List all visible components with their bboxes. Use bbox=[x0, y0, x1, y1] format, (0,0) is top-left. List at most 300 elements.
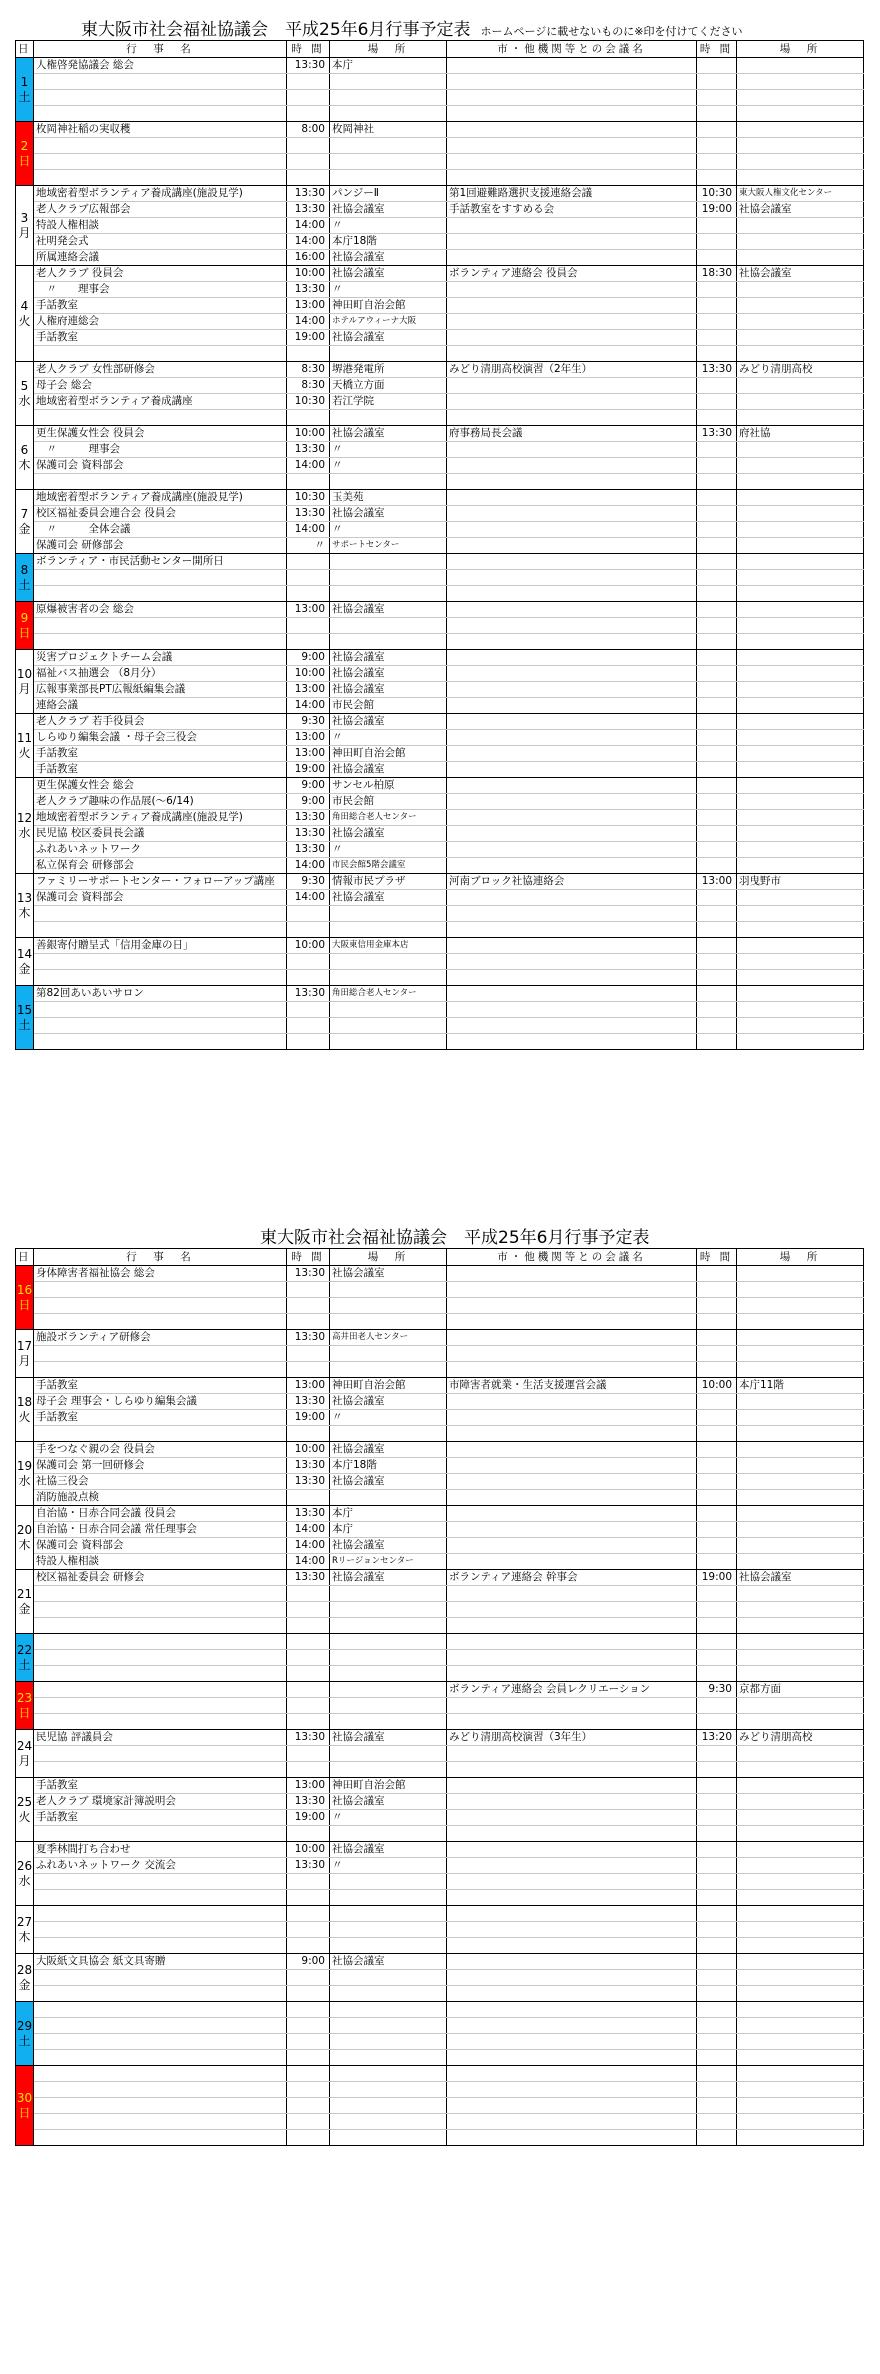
schedule-row bbox=[16, 1874, 864, 1890]
other-event-time bbox=[697, 410, 737, 426]
event-place bbox=[330, 1018, 447, 1034]
other-event-place bbox=[737, 1858, 864, 1874]
event-time bbox=[287, 634, 330, 650]
event-place: 大阪東信用金庫本店 bbox=[330, 938, 447, 954]
event-time bbox=[287, 970, 330, 986]
sheet-title-text: 東大阪市社会福祉協議会 平成25年6月行事予定表 bbox=[260, 1228, 650, 1248]
schedule-row bbox=[16, 1810, 864, 1826]
day-cell: 3 月 bbox=[16, 186, 34, 266]
event-name: 原爆被害者の会 総会 bbox=[34, 602, 287, 618]
other-event-place bbox=[737, 522, 864, 538]
event-name: 老人クラブ 役員会 bbox=[34, 266, 287, 282]
event-name bbox=[34, 1282, 287, 1298]
event-name: 枚岡神社稲の実収穫 bbox=[34, 122, 287, 138]
event-time bbox=[287, 1282, 330, 1298]
other-event-name bbox=[447, 1634, 697, 1650]
other-event-name bbox=[447, 1018, 697, 1034]
other-event-time bbox=[697, 394, 737, 410]
other-event-place bbox=[737, 2066, 864, 2082]
other-event-name bbox=[447, 1282, 697, 1298]
other-event-place bbox=[737, 2034, 864, 2050]
other-event-name bbox=[447, 1922, 697, 1938]
event-place bbox=[330, 1426, 447, 1442]
other-event-time: 18:30 bbox=[697, 266, 737, 282]
other-event-name bbox=[447, 74, 697, 90]
other-event-name: 市障害者就業・生活支援運営会議 bbox=[447, 1378, 697, 1394]
event-place bbox=[330, 1034, 447, 1050]
event-place bbox=[330, 170, 447, 186]
other-event-time bbox=[697, 1842, 737, 1858]
other-event-name bbox=[447, 570, 697, 586]
other-event-place bbox=[737, 346, 864, 362]
event-name bbox=[34, 2002, 287, 2018]
other-event-name bbox=[447, 1698, 697, 1714]
event-time: 10:00 bbox=[287, 938, 330, 954]
event-name: ふれあいネットワーク bbox=[34, 842, 287, 858]
event-place bbox=[330, 2050, 447, 2066]
other-event-place bbox=[737, 890, 864, 906]
schedule-row bbox=[16, 1002, 864, 1018]
other-event-time bbox=[697, 1826, 737, 1842]
schedule-row bbox=[16, 1522, 864, 1538]
other-event-name bbox=[447, 154, 697, 170]
event-place bbox=[330, 1650, 447, 1666]
event-name: 〃 全体会議 bbox=[34, 522, 287, 538]
schedule-row bbox=[16, 522, 864, 538]
other-event-name bbox=[447, 2082, 697, 2098]
event-place: 社協会議室 bbox=[330, 1954, 447, 1970]
event-place: 本庁 bbox=[330, 58, 447, 74]
other-event-time bbox=[697, 1778, 737, 1794]
schedule-row bbox=[16, 2034, 864, 2050]
other-event-name bbox=[447, 538, 697, 554]
schedule-row bbox=[16, 394, 864, 410]
event-time: 9:30 bbox=[287, 714, 330, 730]
event-name bbox=[34, 1922, 287, 1938]
other-event-name bbox=[447, 330, 697, 346]
day-cell: 6 木 bbox=[16, 426, 34, 490]
other-event-place bbox=[737, 106, 864, 122]
other-event-time: 13:30 bbox=[697, 426, 737, 442]
event-name: 〃 理事会 bbox=[34, 282, 287, 298]
event-time: 14:00 bbox=[287, 698, 330, 714]
other-event-time: 10:30 bbox=[697, 186, 737, 202]
event-name: ファミリーサポートセンター・フォローアップ講座 bbox=[34, 874, 287, 890]
schedule-row bbox=[16, 794, 864, 810]
event-place: 社協会議室 bbox=[330, 1474, 447, 1490]
event-name bbox=[34, 106, 287, 122]
event-name: 身体障害者福祉協会 総会 bbox=[34, 1266, 287, 1282]
day-cell: 18 火 bbox=[16, 1378, 34, 1442]
other-event-time bbox=[697, 1410, 737, 1426]
other-event-place bbox=[737, 1810, 864, 1826]
event-time bbox=[287, 1922, 330, 1938]
other-event-name bbox=[447, 586, 697, 602]
event-name: 保護司会 資料部会 bbox=[34, 1538, 287, 1554]
header-time: 時 間 bbox=[287, 1249, 330, 1266]
event-time: 8:00 bbox=[287, 122, 330, 138]
event-name bbox=[34, 1746, 287, 1762]
other-event-name bbox=[447, 1874, 697, 1890]
other-event-place bbox=[737, 1282, 864, 1298]
other-event-time bbox=[697, 1602, 737, 1618]
other-event-name bbox=[447, 1890, 697, 1906]
event-time: 13:30 bbox=[287, 826, 330, 842]
event-place: 社協会議室 bbox=[330, 826, 447, 842]
event-name: 消防施設点検 bbox=[34, 1490, 287, 1506]
event-place: 神田町自治会館 bbox=[330, 1778, 447, 1794]
event-place: 社協会議室 bbox=[330, 1442, 447, 1458]
event-name: 福祉バス抽選会 （8月分） bbox=[34, 666, 287, 682]
event-time bbox=[287, 1682, 330, 1698]
event-place: 社協会議室 bbox=[330, 682, 447, 698]
event-name: 保護司会 研修部会 bbox=[34, 538, 287, 554]
event-place: 〃 bbox=[330, 842, 447, 858]
other-event-name bbox=[447, 1986, 697, 2002]
event-time bbox=[287, 2034, 330, 2050]
other-event-time bbox=[697, 618, 737, 634]
other-event-place bbox=[737, 586, 864, 602]
event-name bbox=[34, 74, 287, 90]
other-event-name bbox=[447, 1954, 697, 1970]
schedule-row bbox=[16, 1634, 864, 1650]
schedule-row bbox=[16, 1570, 864, 1586]
event-place bbox=[330, 1298, 447, 1314]
schedule-row bbox=[16, 506, 864, 522]
other-event-time bbox=[697, 1970, 737, 1986]
day-cell: 8 土 bbox=[16, 554, 34, 602]
event-name bbox=[34, 1586, 287, 1602]
schedule-sheet-1 bbox=[15, 20, 863, 1050]
event-name bbox=[34, 954, 287, 970]
event-time bbox=[287, 1938, 330, 1954]
other-event-place bbox=[737, 698, 864, 714]
day-cell: 22 土 bbox=[16, 1634, 34, 1682]
event-place: 枚岡神社 bbox=[330, 122, 447, 138]
schedule-row bbox=[16, 90, 864, 106]
other-event-time bbox=[697, 1522, 737, 1538]
other-event-time bbox=[697, 2114, 737, 2130]
other-event-place bbox=[737, 1826, 864, 1842]
other-event-time bbox=[697, 2066, 737, 2082]
event-place: ホテルアウィーナ大阪 bbox=[330, 314, 447, 330]
schedule-row bbox=[16, 986, 864, 1002]
event-name: 大阪紙文具協会 紙文具寄贈 bbox=[34, 1954, 287, 1970]
schedule-row bbox=[16, 1330, 864, 1346]
event-time bbox=[287, 1986, 330, 2002]
other-event-name bbox=[447, 1522, 697, 1538]
event-time: 13:30 bbox=[287, 202, 330, 218]
schedule-row bbox=[16, 1586, 864, 1602]
event-place bbox=[330, 154, 447, 170]
event-time: 14:00 bbox=[287, 858, 330, 874]
other-event-name bbox=[447, 474, 697, 490]
event-place bbox=[330, 2082, 447, 2098]
event-time bbox=[287, 1298, 330, 1314]
schedule-row bbox=[16, 2018, 864, 2034]
other-event-name bbox=[447, 1330, 697, 1346]
other-event-name bbox=[447, 1394, 697, 1410]
event-time bbox=[287, 954, 330, 970]
other-event-time bbox=[697, 138, 737, 154]
other-event-time bbox=[697, 1394, 737, 1410]
event-place: 社協会議室 bbox=[330, 1794, 447, 1810]
event-place: Rリージョンセンター bbox=[330, 1554, 447, 1570]
event-time: 14:00 bbox=[287, 218, 330, 234]
event-name: 地域密着型ボランティア養成講座(施設見学) bbox=[34, 186, 287, 202]
schedule-row bbox=[16, 1938, 864, 1954]
header-place: 場 所 bbox=[330, 41, 447, 58]
schedule-row bbox=[16, 538, 864, 554]
other-event-name bbox=[447, 1266, 697, 1282]
sheet-title bbox=[15, 20, 863, 40]
other-event-name bbox=[447, 906, 697, 922]
other-event-time bbox=[697, 474, 737, 490]
other-event-place bbox=[737, 442, 864, 458]
other-event-name bbox=[447, 634, 697, 650]
event-time: 14:00 bbox=[287, 234, 330, 250]
other-event-place bbox=[737, 170, 864, 186]
other-event-name bbox=[447, 1618, 697, 1634]
schedule-sheet-2 bbox=[15, 1228, 863, 2146]
other-event-place bbox=[737, 1954, 864, 1970]
other-event-time bbox=[697, 714, 737, 730]
event-time bbox=[287, 2130, 330, 2146]
other-event-name bbox=[447, 954, 697, 970]
schedule-row bbox=[16, 490, 864, 506]
event-time bbox=[287, 474, 330, 490]
event-place: パンジーⅡ bbox=[330, 186, 447, 202]
event-place bbox=[330, 1282, 447, 1298]
other-event-place bbox=[737, 2018, 864, 2034]
event-time: 13:30 bbox=[287, 1474, 330, 1490]
other-event-place bbox=[737, 1034, 864, 1050]
event-place: 天橋立方面 bbox=[330, 378, 447, 394]
schedule-row bbox=[16, 1922, 864, 1938]
event-name bbox=[34, 2082, 287, 2098]
event-place: 社協会議室 bbox=[330, 426, 447, 442]
other-event-place bbox=[737, 938, 864, 954]
event-time bbox=[287, 346, 330, 362]
other-event-time bbox=[697, 794, 737, 810]
other-event-time bbox=[697, 154, 737, 170]
event-time bbox=[287, 586, 330, 602]
other-event-time bbox=[697, 1634, 737, 1650]
other-event-name: みどり清朋高校演習（2年生） bbox=[447, 362, 697, 378]
event-name bbox=[34, 1426, 287, 1442]
other-event-name bbox=[447, 2098, 697, 2114]
event-time bbox=[287, 2050, 330, 2066]
other-event-place bbox=[737, 1602, 864, 1618]
schedule-row bbox=[16, 730, 864, 746]
event-place bbox=[330, 138, 447, 154]
other-event-time bbox=[697, 810, 737, 826]
schedule-row bbox=[16, 410, 864, 426]
schedule-table bbox=[15, 1248, 864, 2146]
schedule-row bbox=[16, 1554, 864, 1570]
other-event-time bbox=[697, 1346, 737, 1362]
other-event-time bbox=[697, 1874, 737, 1890]
event-time bbox=[287, 90, 330, 106]
schedule-row bbox=[16, 634, 864, 650]
event-time bbox=[287, 1586, 330, 1602]
other-event-name bbox=[447, 346, 697, 362]
other-event-name bbox=[447, 1298, 697, 1314]
event-name bbox=[34, 474, 287, 490]
other-event-name bbox=[447, 1762, 697, 1778]
event-time: 9:00 bbox=[287, 1954, 330, 1970]
other-event-time bbox=[697, 858, 737, 874]
day-cell: 30 日 bbox=[16, 2066, 34, 2146]
event-place bbox=[330, 1746, 447, 1762]
event-name: 社明発会式 bbox=[34, 234, 287, 250]
event-place bbox=[330, 1922, 447, 1938]
other-event-name bbox=[447, 442, 697, 458]
other-event-time bbox=[697, 1426, 737, 1442]
other-event-time bbox=[697, 1586, 737, 1602]
event-time: 13:30 bbox=[287, 1730, 330, 1746]
event-time: 13:30 bbox=[287, 1506, 330, 1522]
other-event-place: 東大阪人権文化センター bbox=[737, 186, 864, 202]
event-place bbox=[330, 570, 447, 586]
schedule-row bbox=[16, 778, 864, 794]
other-event-name bbox=[447, 618, 697, 634]
event-time: 13:00 bbox=[287, 602, 330, 618]
event-name bbox=[34, 1346, 287, 1362]
other-event-place bbox=[737, 410, 864, 426]
event-place: 社協会議室 bbox=[330, 762, 447, 778]
other-event-time: 13:30 bbox=[697, 362, 737, 378]
event-place: 〃 bbox=[330, 1410, 447, 1426]
event-place: 本庁 bbox=[330, 1506, 447, 1522]
event-name: 保護司会 資料部会 bbox=[34, 458, 287, 474]
event-name: 特設人権相談 bbox=[34, 1554, 287, 1570]
other-event-name bbox=[447, 2002, 697, 2018]
event-place bbox=[330, 2018, 447, 2034]
other-event-place bbox=[737, 1538, 864, 1554]
other-event-name bbox=[447, 1746, 697, 1762]
event-name: 老人クラブ 若手役員会 bbox=[34, 714, 287, 730]
event-time: 13:30 bbox=[287, 1570, 330, 1586]
schedule-row bbox=[16, 922, 864, 938]
other-event-time bbox=[697, 282, 737, 298]
other-event-name bbox=[447, 1538, 697, 1554]
event-place bbox=[330, 2130, 447, 2146]
schedule-row bbox=[16, 1730, 864, 1746]
event-time bbox=[287, 1714, 330, 1730]
event-time bbox=[287, 74, 330, 90]
other-event-time bbox=[697, 1858, 737, 1874]
day-cell: 10 月 bbox=[16, 650, 34, 714]
other-event-place bbox=[737, 682, 864, 698]
schedule-row bbox=[16, 1458, 864, 1474]
schedule-row bbox=[16, 1034, 864, 1050]
other-event-name bbox=[447, 2130, 697, 2146]
event-place: 若江学院 bbox=[330, 394, 447, 410]
other-event-name bbox=[447, 106, 697, 122]
other-event-place: みどり清朋高校 bbox=[737, 1730, 864, 1746]
event-name: 手話教室 bbox=[34, 1778, 287, 1794]
schedule-row bbox=[16, 1506, 864, 1522]
other-event-name bbox=[447, 1794, 697, 1810]
schedule-row bbox=[16, 1762, 864, 1778]
event-place: 市民会館 bbox=[330, 698, 447, 714]
event-time bbox=[287, 1314, 330, 1330]
event-name: 地域密着型ボランティア養成講座(施設見学) bbox=[34, 810, 287, 826]
schedule-row bbox=[16, 874, 864, 890]
event-time: 10:00 bbox=[287, 1442, 330, 1458]
other-event-name: ボランティア連絡会 役員会 bbox=[447, 266, 697, 282]
day-cell: 25 火 bbox=[16, 1778, 34, 1842]
other-event-place bbox=[737, 810, 864, 826]
event-name: 自治協・日赤合同会議 常任理事会 bbox=[34, 1522, 287, 1538]
other-event-place bbox=[737, 730, 864, 746]
event-name bbox=[34, 1602, 287, 1618]
event-place bbox=[330, 1874, 447, 1890]
other-event-place bbox=[737, 2098, 864, 2114]
event-name: 保護司会 第一回研修会 bbox=[34, 1458, 287, 1474]
other-event-place bbox=[737, 1394, 864, 1410]
other-event-place: 社協会議室 bbox=[737, 202, 864, 218]
other-event-name bbox=[447, 938, 697, 954]
day-cell: 21 金 bbox=[16, 1570, 34, 1634]
event-place bbox=[330, 2034, 447, 2050]
event-place bbox=[330, 106, 447, 122]
other-event-time bbox=[697, 314, 737, 330]
schedule-row bbox=[16, 1490, 864, 1506]
header-event: 行 事 名 bbox=[34, 41, 287, 58]
event-name: しらゆり編集会議 ・母子会三役会 bbox=[34, 730, 287, 746]
other-event-time: 13:20 bbox=[697, 1730, 737, 1746]
event-place bbox=[330, 346, 447, 362]
day-cell: 13 木 bbox=[16, 874, 34, 938]
event-time bbox=[287, 922, 330, 938]
other-event-time bbox=[697, 1554, 737, 1570]
schedule-row bbox=[16, 1842, 864, 1858]
other-event-name bbox=[447, 170, 697, 186]
other-event-name bbox=[447, 458, 697, 474]
other-event-time bbox=[697, 730, 737, 746]
event-name bbox=[34, 1762, 287, 1778]
other-event-place bbox=[737, 474, 864, 490]
other-event-place bbox=[737, 1650, 864, 1666]
event-time bbox=[287, 1018, 330, 1034]
other-event-time bbox=[697, 2050, 737, 2066]
other-event-name bbox=[447, 1778, 697, 1794]
event-time bbox=[287, 1362, 330, 1378]
schedule-row bbox=[16, 1266, 864, 1282]
other-event-time bbox=[697, 1890, 737, 1906]
other-event-time bbox=[697, 682, 737, 698]
day-cell: 29 土 bbox=[16, 2002, 34, 2066]
schedule-row bbox=[16, 154, 864, 170]
other-event-time bbox=[697, 218, 737, 234]
event-name bbox=[34, 90, 287, 106]
event-name: 私立保育会 研修部会 bbox=[34, 858, 287, 874]
schedule-row bbox=[16, 2082, 864, 2098]
other-event-place bbox=[737, 1442, 864, 1458]
event-place bbox=[330, 1346, 447, 1362]
event-place: 社協会議室 bbox=[330, 650, 447, 666]
other-event-place bbox=[737, 2114, 864, 2130]
other-event-name bbox=[447, 1362, 697, 1378]
other-event-place bbox=[737, 922, 864, 938]
event-name bbox=[34, 1874, 287, 1890]
schedule-row bbox=[16, 1314, 864, 1330]
event-place: 社協会議室 bbox=[330, 1842, 447, 1858]
schedule-row bbox=[16, 954, 864, 970]
schedule-row bbox=[16, 1426, 864, 1442]
